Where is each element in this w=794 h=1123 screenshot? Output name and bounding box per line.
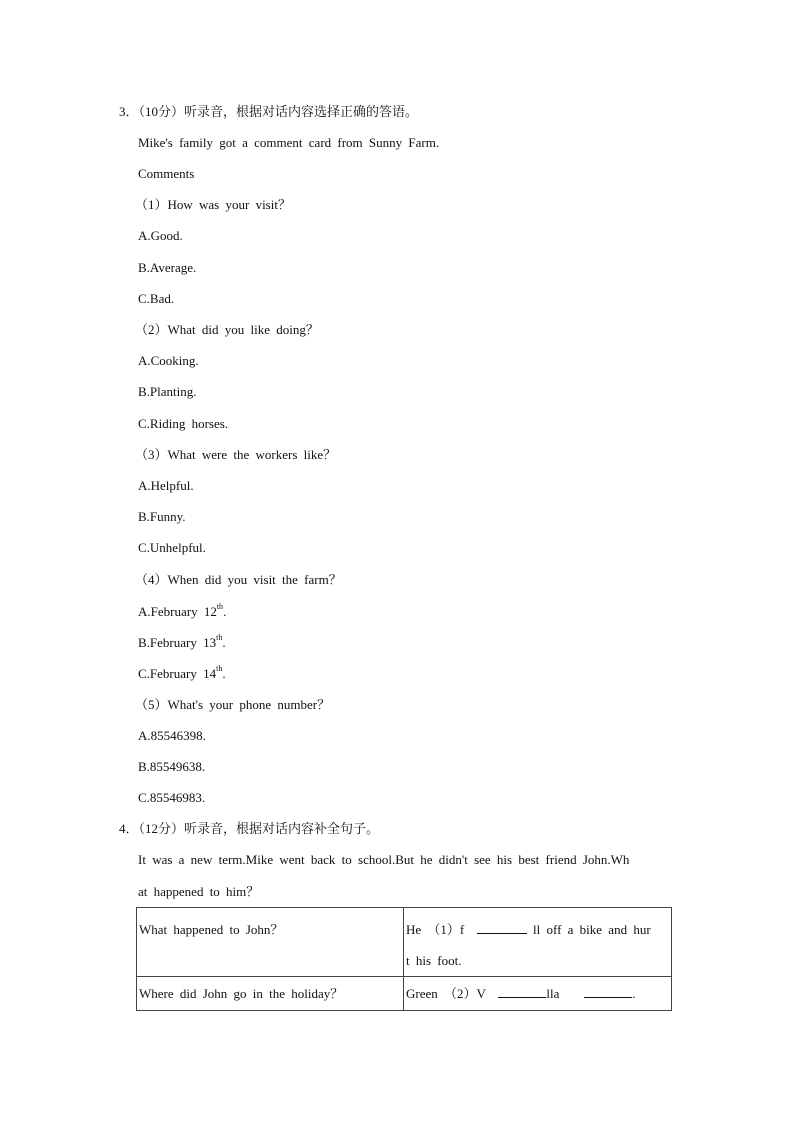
answer-table [136,907,672,1011]
sub-question-2: （2）What did you like doing？ [135,322,319,337]
option-2b: B.Planting. [138,384,197,399]
table-cell-answer [404,908,672,977]
question-3-heading: 3．（10分）听录音，根据对话内容选择正确的答语。 [119,104,419,119]
question-4-passage-line-2: at happened to him？ [138,884,260,899]
question-4-passage-line-1: It was a new term.Mike went back to school.But he didn't see his best friend John.Wh [138,852,630,867]
option-3b: B.Funny. [138,509,186,524]
question-3-intro: Mike's family got a comment card from Sunny Farm. [138,135,440,150]
table-row [137,908,672,977]
sub-question-5: （5）What's your phone number？ [135,697,331,712]
option-4c: C.February 14th. [138,663,226,681]
option-3c: C.Unhelpful. [138,540,206,555]
sub-question-4: （4）When did you visit the farm？ [135,572,342,587]
section-label-comments: Comments [138,166,195,181]
table-cell-question [137,908,404,977]
option-1b: B.Average. [138,260,197,275]
option-5a: A.85546398. [138,728,206,743]
option-3a: A.Helpful. [138,478,194,493]
blank-3[interactable] [584,984,632,998]
option-1c: C.Bad. [138,291,175,306]
blank-1[interactable] [477,920,527,934]
option-2a: A.Cooking. [138,353,199,368]
row-1-answer: He （1）f ll off a bike and hur t his foot. [406,922,651,968]
table-cell-question [137,977,404,1011]
sub-question-1: （1）How was your visit？ [135,197,291,212]
table-cell-answer [404,977,672,1011]
blank-2[interactable] [498,984,546,998]
sub-question-3: （3）What were the workers like？ [135,447,337,462]
row-1-question: What happened to John？ [139,922,284,937]
option-5b: B.85549638. [138,759,206,774]
option-4b: B.February 13th. [138,632,226,650]
question-4-heading: 4．（12分）听录音，根据对话内容补全句子。 [119,821,380,836]
option-1a: A.Good. [138,228,183,243]
row-2-answer: Green （2）V lla . [406,986,636,1001]
option-2c: C.Riding horses. [138,416,229,431]
option-5c: C.85546983. [138,790,206,805]
row-2-question: Where did John go in the holiday？ [139,986,344,1001]
table-row [137,977,672,1011]
option-4a: A.February 12th. [138,601,227,619]
